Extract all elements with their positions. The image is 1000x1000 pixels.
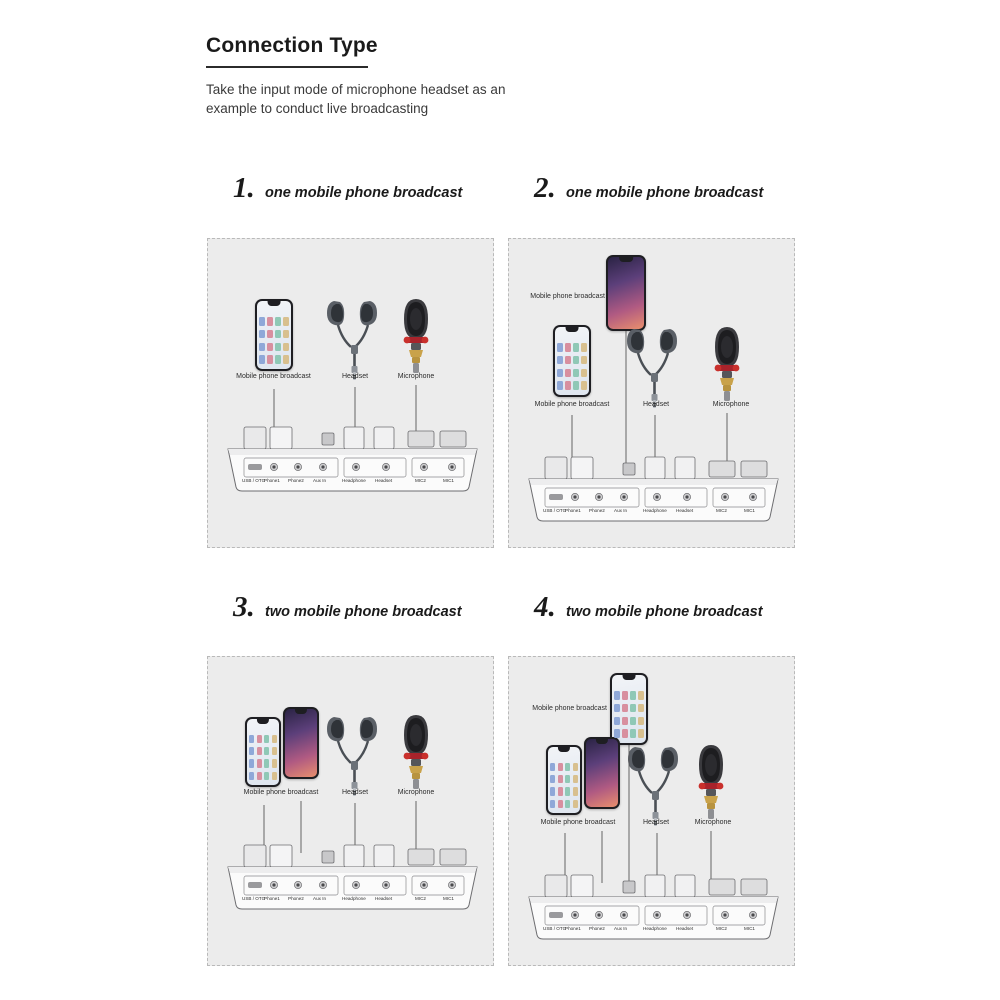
port-label-headphone: Headphone bbox=[342, 478, 366, 483]
port-label-mic2: MIC2 bbox=[716, 508, 727, 513]
panel-4-stage bbox=[508, 656, 795, 966]
port-label-mic1: MIC1 bbox=[744, 508, 755, 513]
port-label-mic1: MIC1 bbox=[443, 478, 454, 483]
sound-card bbox=[226, 425, 479, 495]
port-label-phone2: Phone2 bbox=[288, 478, 304, 483]
port-label-usb: USB / OTG bbox=[242, 896, 266, 901]
phone-app-grid-top bbox=[614, 691, 643, 737]
port-label-phone1: Phone1 bbox=[264, 896, 280, 901]
microphone-label: Microphone bbox=[712, 401, 750, 408]
port-label-phone2: Phone2 bbox=[589, 508, 605, 513]
phone-label: Mobile phone broadcast bbox=[540, 819, 616, 826]
headset-label: Headset bbox=[341, 373, 369, 380]
page-subtitle: Take the input mode of microphone headset as an example to conduct live broadcasting bbox=[206, 82, 506, 116]
page-title: Connection Type bbox=[206, 34, 378, 57]
page-header bbox=[206, 34, 846, 63]
port-label-mic2: MIC2 bbox=[415, 896, 426, 901]
microphone-label: Microphone bbox=[694, 819, 732, 826]
port-label-auxin: Aux In bbox=[614, 926, 628, 931]
phone-top-label: Mobile phone broadcast bbox=[530, 293, 605, 300]
phone-app-grid bbox=[259, 317, 288, 363]
phone-label: Mobile phone broadcast bbox=[534, 401, 610, 408]
port-label-usb: USB / OTG bbox=[242, 478, 266, 483]
phone-app-grid bbox=[557, 343, 586, 389]
sound-card bbox=[226, 843, 479, 913]
panel-3-number: 3. bbox=[233, 591, 255, 623]
microphone-label: Microphone bbox=[397, 789, 435, 796]
port-label-mic1: MIC1 bbox=[744, 926, 755, 931]
phone-label: Mobile phone broadcast bbox=[236, 373, 311, 380]
port-label-headset: Headset bbox=[375, 478, 393, 483]
port-label-phone2: Phone2 bbox=[288, 896, 304, 901]
port-label-usb: USB / OTG bbox=[543, 926, 567, 931]
panel-1-number: 1. bbox=[233, 172, 255, 204]
port-label-mic2: MIC2 bbox=[415, 478, 426, 483]
port-label-auxin: Aux In bbox=[313, 478, 327, 483]
port-label-headphone: Headphone bbox=[342, 896, 366, 901]
panel-2-caption: one mobile phone broadcast bbox=[566, 185, 764, 201]
port-label-phone1: Phone1 bbox=[565, 508, 581, 513]
port-label-headphone: Headphone bbox=[643, 926, 667, 931]
panel-1-stage bbox=[207, 238, 494, 548]
port-label-phone2: Phone2 bbox=[589, 926, 605, 931]
panel-4-caption: two mobile phone broadcast bbox=[566, 604, 763, 620]
port-label-headphone: Headphone bbox=[643, 508, 667, 513]
headset-label: Headset bbox=[642, 401, 670, 408]
port-label-headset: Headset bbox=[676, 926, 694, 931]
title-underline bbox=[206, 66, 368, 68]
phone-label: Mobile phone broadcast bbox=[243, 789, 319, 796]
port-label-headset: Headset bbox=[676, 508, 694, 513]
panel-2-number: 2. bbox=[534, 172, 556, 204]
headset-label: Headset bbox=[341, 789, 369, 796]
connection-lines bbox=[208, 657, 493, 965]
panel-2-stage bbox=[508, 238, 795, 548]
panel-3-stage bbox=[207, 656, 494, 966]
port-label-auxin: Aux In bbox=[614, 508, 628, 513]
port-label-phone1: Phone1 bbox=[264, 478, 280, 483]
port-label-usb: USB / OTG bbox=[543, 508, 567, 513]
port-label-mic2: MIC2 bbox=[716, 926, 727, 931]
port-label-auxin: Aux In bbox=[313, 896, 327, 901]
connection-lines bbox=[208, 239, 493, 547]
port-label-mic1: MIC1 bbox=[443, 896, 454, 901]
phone-app-grid-left bbox=[249, 735, 277, 780]
headset-label: Headset bbox=[642, 819, 670, 826]
phone-top-label: Mobile phone broadcast bbox=[532, 705, 607, 712]
sound-card bbox=[527, 873, 780, 943]
panel-4-number: 4. bbox=[534, 591, 556, 623]
port-label-headset: Headset bbox=[375, 896, 393, 901]
phone-app-grid-left bbox=[550, 763, 578, 808]
panel-1-caption: one mobile phone broadcast bbox=[265, 185, 463, 201]
panel-3-caption: two mobile phone broadcast bbox=[265, 604, 462, 620]
sound-card bbox=[527, 455, 780, 525]
microphone-label: Microphone bbox=[397, 373, 435, 380]
port-label-phone1: Phone1 bbox=[565, 926, 581, 931]
